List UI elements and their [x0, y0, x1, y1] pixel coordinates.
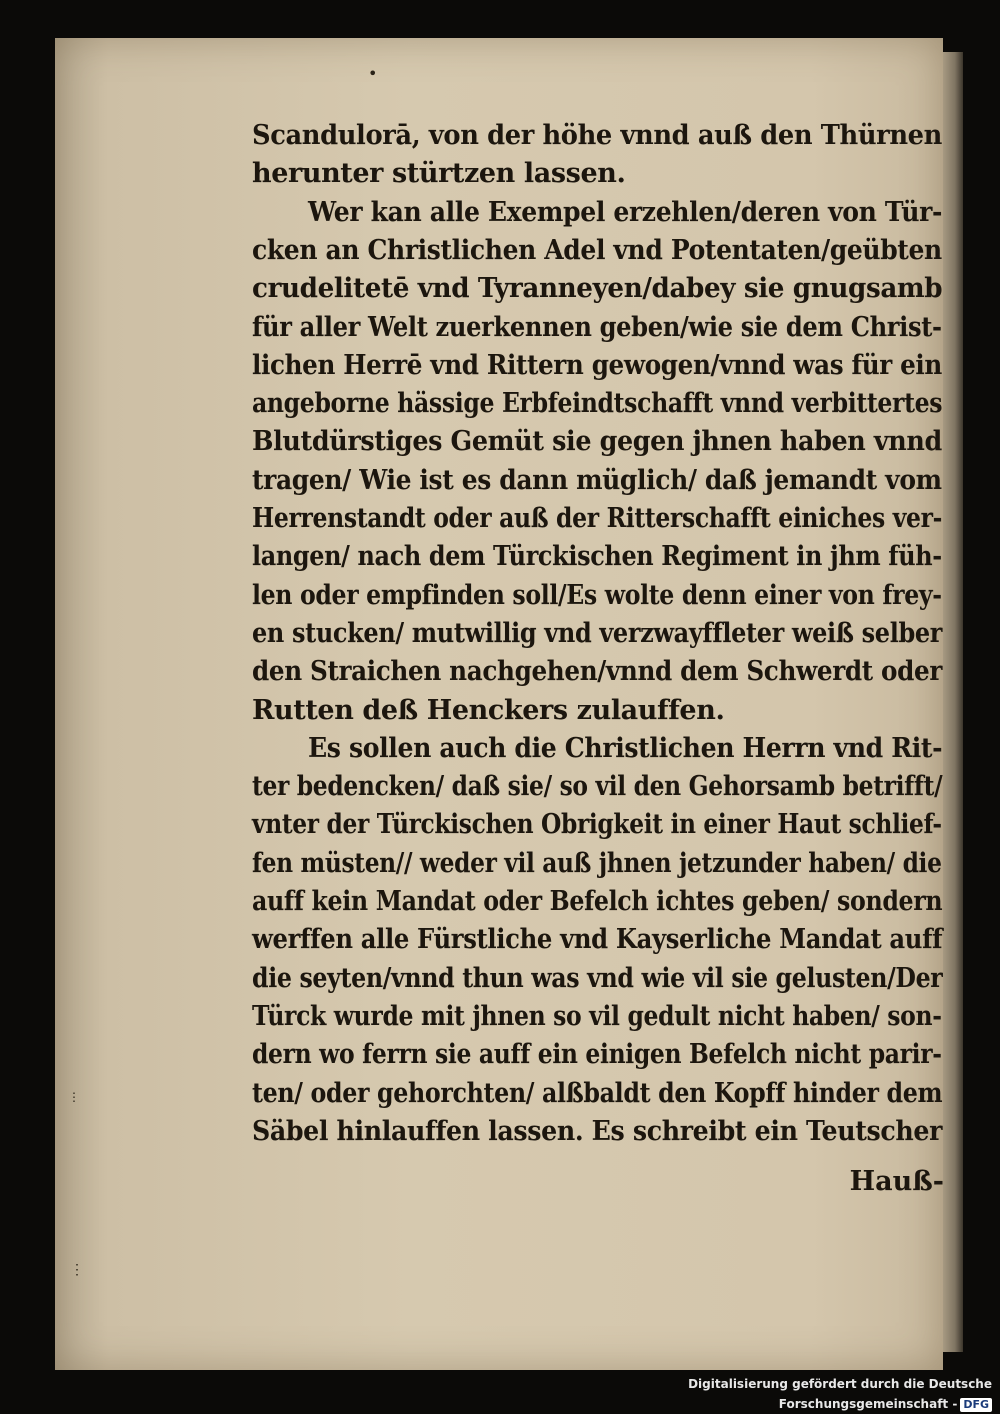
- text-line: auff kein Mandat oder Befelch ichtes geben/ sondern: [252, 886, 943, 917]
- text-line: Es sollen auch die Christlichen Herrn vnd Rit-: [308, 732, 943, 764]
- text-line: Herrenstandt oder auß der Ritterschafft einiches ver-: [252, 503, 943, 534]
- dfg-logo: DFG: [960, 1398, 992, 1412]
- ink-speck: •: [368, 64, 378, 83]
- text-line: cken an Christlichen Adel vnd Potentaten/geübten: [252, 234, 942, 266]
- text-line: Scandulorā, von der höhe vnnd auß den Thürnen: [252, 120, 942, 151]
- text-line: Säbel hinlauffen lassen. Es schreibt ein Teutscher: [252, 1115, 943, 1147]
- text-line: crudelitetē vnd Tyranneyen/dabey sie gnugsamb: [252, 273, 943, 305]
- text-line: Türck wurde mit jhnen so vil gedult nicht haben/ son-: [252, 1000, 942, 1032]
- text-line: ter bedencken/ daß sie/ so vil den Gehorsamb betrifft/: [252, 771, 943, 803]
- text-line: Wer kan alle Exempel erzehlen/deren von Tür-: [308, 196, 943, 228]
- footer-text: Digitalisierung gefördert durch die Deutsche Forschungsgemeinschaft -: [688, 1377, 992, 1411]
- text-line: werffen alle Fürstliche vnd Kayserliche Mandat auff: [252, 924, 943, 956]
- text-line: Rutten deß Henckers zulauffen.: [252, 694, 725, 726]
- text-line: den Straichen nachgehen/vnnd dem Schwerdt oder: [252, 656, 942, 688]
- text-line: die seyten/vnnd thun was vnd wie vil sie gelusten/Der: [252, 962, 943, 994]
- text-line: len oder empfinden soll/Es wolte denn einer von frey-: [252, 579, 942, 611]
- text-line: Blutdürstiges Gemüt sie gegen jhnen haben vnnd: [252, 426, 942, 458]
- book-page-edge: [943, 52, 963, 1352]
- text-line: für aller Welt zuerkennen geben/wie sie dem Christ-: [252, 311, 942, 343]
- text-line: vnter der Türckischen Obrigkeit in einer Haut schlief-: [252, 809, 942, 841]
- footer-credit: [600, 1374, 996, 1411]
- margin-mark: ⋮: [70, 1262, 84, 1278]
- text-line: dern wo ferrn sie auff ein einigen Befelch nicht parir-: [252, 1039, 942, 1071]
- text-line: angeborne hässige Erbfeindtschafft vnnd verbittertes: [252, 388, 943, 420]
- text-line: ten/ oder gehorchten/ alßbaldt den Kopff hinder dem: [252, 1077, 943, 1109]
- text-line: tragen/ Wie ist es dann müglich/ daß jemandt vom: [252, 464, 942, 496]
- text-line: en stucken/ mutwillig vnd verzwayffleter weiß selber: [252, 617, 943, 649]
- text-line: lichen Herrē vnd Rittern gewogen/vnnd was für ein: [252, 349, 942, 381]
- margin-mark: ⋮: [68, 1090, 80, 1104]
- catchword: Hauß-: [849, 1166, 944, 1197]
- text-line: fen müsten// weder vil auß jhnen jetzunder haben/ die: [252, 847, 942, 879]
- text-line: langen/ nach dem Türckischen Regiment in jhm füh-: [252, 541, 942, 573]
- text-line: herunter stürtzen lassen.: [252, 158, 626, 190]
